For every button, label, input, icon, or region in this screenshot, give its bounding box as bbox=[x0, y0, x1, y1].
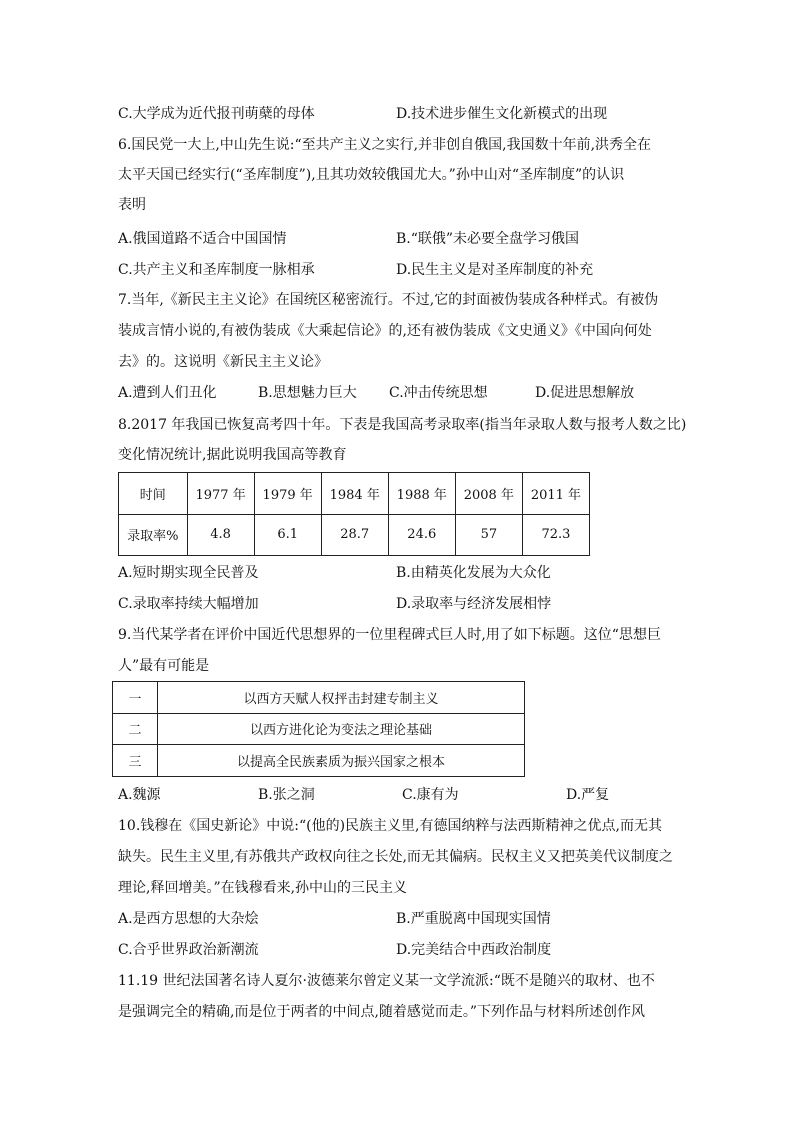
table-header-row bbox=[119, 473, 590, 515]
q10-option-d: D.完美结合中西政治制度 bbox=[396, 942, 552, 958]
q8-option-b: B.由精英化发展为大众化 bbox=[396, 565, 551, 581]
q5-option-d: D.技术进步催生文化新模式的出现 bbox=[396, 106, 608, 122]
table-header-cell: 1988 年 bbox=[388, 473, 455, 515]
table-header-cell: 1977 年 bbox=[187, 473, 254, 515]
q9-option-c: C.康有为 bbox=[402, 787, 459, 803]
q9-option-a: A.魏源 bbox=[118, 787, 161, 803]
q10-option-c: C.合乎世界政治新潮流 bbox=[118, 942, 259, 958]
q7-option-a: A.遭到人们丑化 bbox=[118, 385, 217, 401]
q8-option-a: A.短时期实现全民普及 bbox=[118, 565, 259, 581]
q7-option-b: B.思想魅力巨大 bbox=[258, 385, 357, 401]
q6-stem-line2: 太平天国已经实行(“圣库制度”),且其功效较俄国尤大。”孙中山对“圣库制度”的认识 bbox=[118, 167, 625, 183]
q5-option-c: C.大学成为近代报刊萌蘖的母体 bbox=[118, 106, 315, 122]
table-header-cell: 2008 年 bbox=[455, 473, 522, 515]
table-row bbox=[113, 745, 525, 777]
table-row bbox=[119, 514, 590, 556]
q9-option-d: D.严复 bbox=[566, 787, 610, 803]
table-cell: 以西方天赋人权抨击封建专制主义 bbox=[158, 682, 525, 714]
q10-option-b: B.严重脱离中国现实国情 bbox=[396, 911, 551, 927]
table-header-cell: 2011 年 bbox=[522, 473, 589, 515]
q11-stem-line1: 11.19 世纪法国著名诗人夏尔·波德莱尔曾定义某一文学流派:“既不是随兴的取材、也不 bbox=[118, 973, 655, 989]
q9-stem-line1: 9.当代某学者在评价中国近代思想界的一位里程碑式巨人时,用了如下标题。这位“思想巨 bbox=[118, 627, 661, 643]
q7-stem-line2: 装成言情小说的,有被伪装成《大乘起信论》的,还有被伪装成《文史通义》《中国向何处 bbox=[118, 323, 652, 339]
q8-stem-line2: 变化情况统计,据此说明我国高等教育 bbox=[118, 447, 347, 463]
table-cell: 三 bbox=[113, 745, 158, 777]
table-header-cell: 时间 bbox=[119, 473, 188, 515]
table-cell: 57 bbox=[455, 514, 522, 556]
table-cell: 以西方进化论为变法之理论基础 bbox=[158, 713, 525, 745]
table-row bbox=[113, 682, 525, 714]
q7-stem-line3: 去》的。这说明《新民主主义论》 bbox=[118, 354, 328, 370]
q7-option-d: D.促进思想解放 bbox=[535, 385, 635, 401]
q7-option-c: C.冲击传统思想 bbox=[389, 385, 488, 401]
q7-stem-line1: 7.当年,《新民主主义论》在国统区秘密流行。不过,它的封面被伪装成各种样式。有被伪 bbox=[118, 292, 659, 308]
table-cell: 28.7 bbox=[321, 514, 388, 556]
q6-option-c: C.共产主义和圣库制度一脉相承 bbox=[118, 262, 315, 278]
table-header-cell: 1979 年 bbox=[254, 473, 321, 515]
table-row bbox=[113, 713, 525, 745]
q8-option-d: D.录取率与经济发展相悖 bbox=[396, 596, 552, 612]
q6-option-a: A.俄国道路不适合中国国情 bbox=[118, 231, 287, 247]
table-cell: 24.6 bbox=[388, 514, 455, 556]
q9-option-b: B.张之洞 bbox=[258, 787, 315, 803]
table-cell: 一 bbox=[113, 682, 158, 714]
q10-option-a: A.是西方思想的大杂烩 bbox=[118, 911, 259, 927]
q9-stem-line2: 人”最有可能是 bbox=[118, 658, 210, 674]
table-cell: 4.8 bbox=[187, 514, 254, 556]
q8-option-c: C.录取率持续大幅增加 bbox=[118, 596, 259, 612]
headings-table bbox=[112, 681, 525, 777]
q6-stem-line1: 6.国民党一大上,中山先生说:“至共产主义之实行,并非创自俄国,我国数十年前,洪秀全在 bbox=[118, 137, 652, 153]
table-header-cell: 1984 年 bbox=[321, 473, 388, 515]
table-cell: 6.1 bbox=[254, 514, 321, 556]
q10-stem-line2: 缺失。民生主义里,有苏俄共产政权向往之长处,而无其偏病。民权主义又把英美代议制度之 bbox=[118, 849, 673, 865]
q6-stem-line3: 表明 bbox=[118, 197, 146, 213]
q6-option-d: D.民生主义是对圣库制度的补充 bbox=[396, 262, 594, 278]
admission-rate-table bbox=[118, 472, 590, 556]
q6-option-b: B.“联俄”未必要全盘学习俄国 bbox=[396, 231, 580, 247]
table-cell: 二 bbox=[113, 713, 158, 745]
q10-stem-line3: 理论,释回增美。”在钱穆看来,孙中山的三民主义 bbox=[118, 880, 408, 896]
table-cell: 72.3 bbox=[522, 514, 589, 556]
q11-stem-line2: 是强调完全的精确,而是位于两者的中间点,随着感觉而走。”下列作品与材料所述创作风 bbox=[118, 1004, 646, 1020]
q10-stem-line1: 10.钱穆在《国史新论》中说:“(他的)民族主义里,有德国纳粹与法西斯精神之优点,而无其 bbox=[118, 818, 662, 834]
table-cell: 以提高全民族素质为振兴国家之根本 bbox=[158, 745, 525, 777]
q8-stem-line1: 8.2017 年我国已恢复高考四十年。下表是我国高考录取率(指当年录取人数与报考人数之比) bbox=[118, 417, 687, 433]
table-cell: 录取率% bbox=[119, 514, 188, 556]
